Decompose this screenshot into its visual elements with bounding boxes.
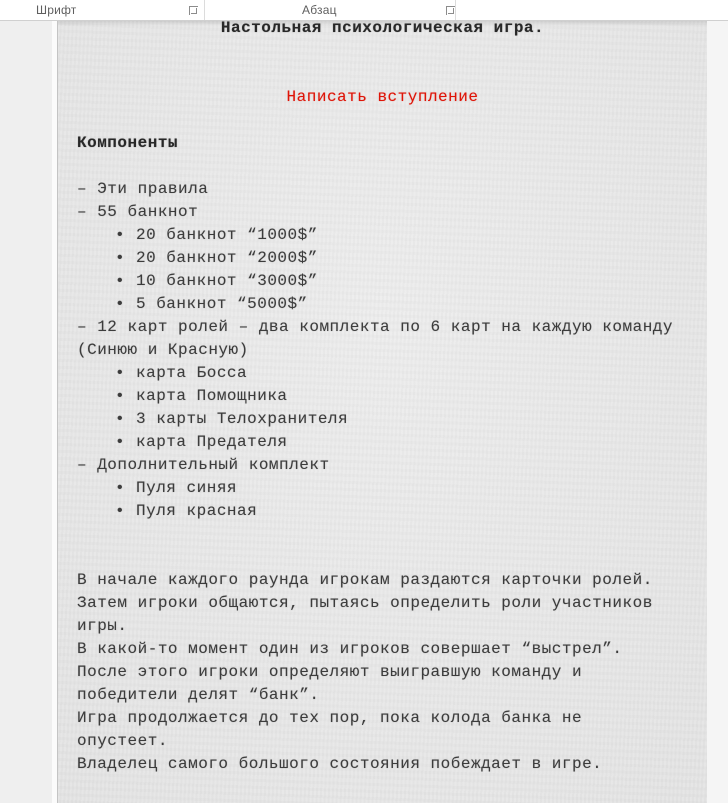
- bullet-item-text: карта Помощника: [136, 387, 288, 405]
- bullet-icon: •: [115, 502, 126, 520]
- section-heading: Компоненты: [77, 134, 179, 152]
- blank-line: [58, 40, 707, 63]
- paragraph-group-label: Абзац: [302, 3, 337, 17]
- bullet-icon: •: [115, 364, 126, 382]
- bullet-item: [58, 293, 707, 316]
- document-page[interactable]: [57, 21, 707, 803]
- bullet-icon: •: [115, 226, 126, 244]
- dash-item: – Эти правила: [77, 180, 209, 198]
- bullet-item-text: 3 карты Телохранителя: [136, 410, 349, 428]
- bullet-icon: •: [115, 433, 126, 451]
- bullet-item: [58, 270, 707, 293]
- paragraph-line: Владелец самого большого состояния побеждает в игре.: [77, 755, 603, 773]
- font-dialog-launcher-icon[interactable]: [189, 6, 198, 15]
- bullet-item-text: карта Босса: [136, 364, 248, 382]
- bullet-icon: •: [115, 387, 126, 405]
- bullet-icon: •: [115, 410, 126, 428]
- app-background-left: [0, 21, 52, 803]
- paragraph-line: опустеет.: [77, 732, 168, 750]
- font-group-label: Шрифт: [36, 3, 77, 17]
- bullet-item-text: Пуля красная: [136, 502, 258, 520]
- bullet-item-text: карта Предателя: [136, 433, 288, 451]
- dash-item: – Дополнительный комплект: [77, 456, 330, 474]
- blank-line: [58, 63, 707, 86]
- dash-item: – 55 банкнот: [77, 203, 199, 221]
- bullet-item-text: 20 банкнот “2000$”: [136, 249, 318, 267]
- doc-title: Настольная психологическая игра.: [220, 19, 545, 37]
- bullet-item-text: 20 банкнот “1000$”: [136, 226, 318, 244]
- bullet-item: [58, 500, 707, 523]
- blank-line: [58, 155, 707, 178]
- blank-line: [58, 109, 707, 132]
- blank-line: [58, 546, 707, 569]
- bullet-item: [58, 224, 707, 247]
- bullet-icon: •: [115, 272, 126, 290]
- paragraph-line: игры.: [77, 617, 128, 635]
- bullet-icon: •: [115, 295, 126, 313]
- paragraph-line: победители делят “банк”.: [77, 686, 320, 704]
- bullet-item: [58, 477, 707, 500]
- bullet-item-text: Пуля синяя: [136, 479, 238, 497]
- dash-item-wrap: (Синюю и Красную): [77, 341, 249, 359]
- paragraph-line: В начале каждого раунда игрокам раздаются карточки ролей.: [77, 571, 653, 589]
- bullet-icon: •: [115, 479, 126, 497]
- bullet-item-text: 10 банкнот “3000$”: [136, 272, 318, 290]
- bullet-item: [58, 247, 707, 270]
- blank-line: [58, 523, 707, 546]
- paragraph-line: Игра продолжается до тех пор, пока колода банка не: [77, 709, 583, 727]
- app-background-right: [706, 21, 728, 803]
- bullet-item: [58, 431, 707, 454]
- bullet-item: [58, 362, 707, 385]
- todo-note: Написать вступление: [286, 88, 479, 106]
- bullet-icon: •: [115, 249, 126, 267]
- paragraph-line: Затем игроки общаются, пытаясь определить роли участников: [77, 594, 653, 612]
- bullet-item-text: 5 банкнот “5000$”: [136, 295, 308, 313]
- paragraph-line: В какой-то момент один из игроков совершает “выстрел”.: [77, 640, 623, 658]
- document-text: [58, 17, 707, 776]
- dash-item: – 12 карт ролей – два комплекта по 6 карт на каждую команду: [77, 318, 673, 336]
- paragraph-line: После этого игроки определяют выигравшую команду и: [77, 663, 583, 681]
- bullet-item: [58, 408, 707, 431]
- paragraph-dialog-launcher-icon[interactable]: [446, 6, 455, 15]
- bullet-item: [58, 385, 707, 408]
